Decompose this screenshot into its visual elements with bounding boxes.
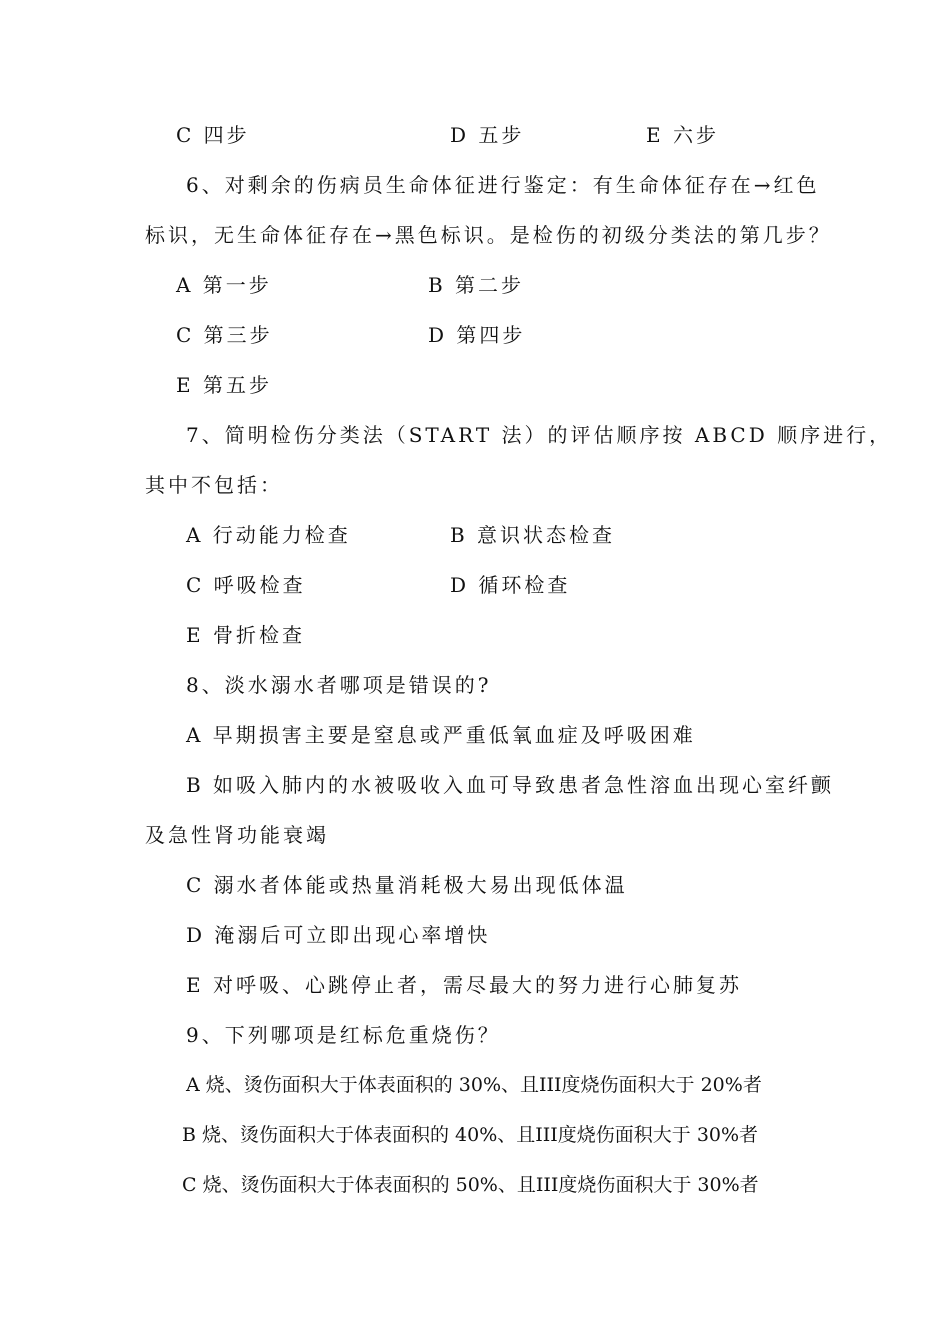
q7-option-a: A 行动能力检查 — [186, 523, 351, 547]
q7-option-b: B 意识状态检查 — [450, 523, 616, 547]
q9-option-c: C 烧、烫伤面积大于体表面积的 50%、且III度烧伤面积大于 30%者 — [182, 1174, 759, 1196]
q7-option-e: E 骨折检查 — [186, 623, 305, 647]
q6-option-e: E 第五步 — [176, 373, 272, 397]
q5-option-e: E 六步 — [646, 123, 719, 147]
q5-option-d: D 五步 — [450, 123, 525, 147]
q6-stem-line-2: 标识，无生命体征存在→黑色标识。是检伤的初级分类法的第几步？ — [145, 223, 832, 247]
q8-option-d: D 淹溺后可立即出现心率增快 — [186, 923, 491, 947]
q8-option-e: E 对呼吸、心跳停止者，需尽最大的努力进行心肺复苏 — [186, 973, 742, 997]
q5-option-c: C 四步 — [176, 123, 250, 147]
q8-option-a: A 早期损害主要是窒息或严重低氧血症及呼吸困难 — [186, 723, 696, 747]
q9-option-b: B 烧、烫伤面积大于体表面积的 40%、且III度烧伤面积大于 30%者 — [182, 1124, 759, 1146]
q9-stem: 9、下列哪项是红标危重烧伤？ — [186, 1023, 501, 1047]
q7-stem-line-2: 其中不包括： — [145, 473, 283, 497]
q8-option-b-line-2: 及急性肾功能衰竭 — [145, 823, 329, 847]
q8-stem: 8、淡水溺水者哪项是错误的? — [186, 673, 492, 697]
q6-option-b: B 第二步 — [428, 273, 525, 297]
q6-stem-line-1: 6、对剩余的伤病员生命体征进行鉴定：有生命体征存在→红色 — [186, 173, 820, 197]
q9-option-a: A 烧、烫伤面积大于体表面积的 30%、且III度烧伤面积大于 20%者 — [186, 1074, 762, 1096]
q6-option-d: D 第四步 — [428, 323, 526, 347]
q8-option-b-line-1: B 如吸入肺内的水被吸收入血可导致患者急性溶血出现心室纤颤 — [186, 773, 835, 797]
q8-option-c: C 溺水者体能或热量消耗极大易出现低体温 — [186, 873, 628, 897]
q6-option-c: C 第三步 — [176, 323, 273, 347]
q7-option-d: D 循环检查 — [450, 573, 571, 597]
q7-stem-line-1: 7、简明检伤分类法（START 法）的评估顺序按 ABCD 顺序进行， — [186, 423, 893, 447]
q6-option-a: A 第一步 — [176, 273, 272, 297]
q7-option-c: C 呼吸检查 — [186, 573, 306, 597]
